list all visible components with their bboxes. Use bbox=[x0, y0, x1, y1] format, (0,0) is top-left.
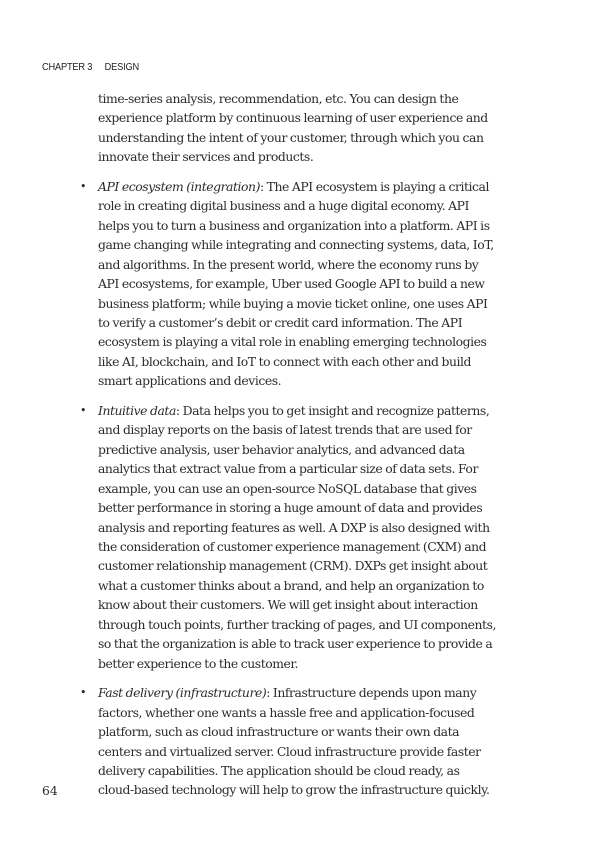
bullet-term: Fast delivery (infrastructure) bbox=[98, 685, 267, 701]
bullet-icon: • bbox=[80, 686, 87, 700]
running-head bbox=[42, 61, 139, 73]
chapter-label: CHAPTER 3 bbox=[42, 61, 93, 73]
chapter-title: DESIGN bbox=[104, 61, 139, 73]
intro-paragraph: time-series analysis, recommendation, etc. You can design the experience platform by continuous learning of user experience and understanding the intent of your customer, through which you can innovate their services and products. bbox=[98, 91, 488, 165]
page-number: 64 bbox=[42, 783, 58, 798]
bullet-item-fast-delivery bbox=[80, 683, 498, 800]
bullet-text: : Data helps you to get insight and recognize patterns, and display reports on the basis of latest trends that are used for predictive analysis, user behavior analytics, and advanced data analytics that extract value from a particular size of data sets. For example, you can use an open-source NoSQL database that gives better performance in storing a huge amount of data and provides analysis and reporting features as well. A DXP is also designed with the consideration of customer experience management (CXM) and customer relationship management (CRM). DXPs get insight about what a customer thinks about a brand, and help an organization to know about their customers. We will get insight about interaction through touch points, further tracking of pages, and UI components, so that the organization is able to track user experience to provide a better experience to the customer. bbox=[98, 402, 496, 671]
bullet-list bbox=[80, 177, 498, 800]
bullet-item-intuitive-data bbox=[80, 401, 498, 673]
page-body bbox=[80, 89, 498, 810]
bullet-text: : Infrastructure depends upon many factors, whether one wants a hassle free and application-focused platform, such as cloud infrastructure or wants their own data centers and virtualized server. Cloud infrastructure provide faster delivery capabilities. The application should be cloud ready, as cloud-based technology will help to grow the infrastructure quickly. bbox=[98, 685, 490, 798]
bullet-term: API ecosystem (integration) bbox=[98, 178, 260, 194]
bullet-icon: • bbox=[80, 179, 87, 193]
bullet-item-api-ecosystem bbox=[80, 177, 498, 391]
bullet-text: : The API ecosystem is playing a critical role in creating digital business and a huge digital economy. API helps you to turn a business and organization into a platform. API is game changing while integrating and connecting systems, data, IoT, and algorithms. In the present world, where the economy runs by API ecosystems, for example, Uber used Google API to build a new business platform; while buying a movie ticket online, one uses API to verify a customer’s debit or credit card information. The API ecosystem is playing a vital role in enabling emerging technologies like AI, blockchain, and IoT to connect with each other and build smart applications and devices. bbox=[98, 178, 494, 389]
bullet-term: Intuitive data bbox=[98, 402, 176, 418]
bullet-icon: • bbox=[80, 403, 87, 417]
